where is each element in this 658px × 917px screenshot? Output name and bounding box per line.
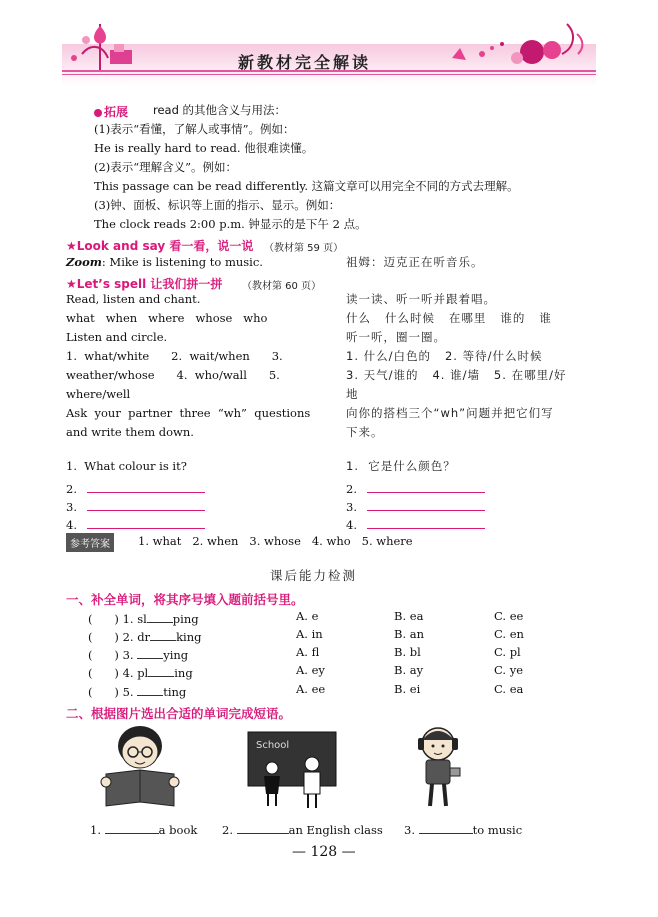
part1-row-4: ( ) 4. pl ing A. ey B. ay C. ye [88, 663, 524, 680]
header-banner [62, 14, 596, 94]
answer-blank[interactable] [87, 481, 205, 493]
expand-line-3: (2)表示“理解含义”。例如： [94, 160, 238, 174]
spell-en-1: Read, listen and chant. [66, 292, 201, 306]
answer-paren[interactable]: ( ) [88, 612, 119, 626]
expand-line-5: (3)钟、面板、标识等上面的指示、显示。例如： [94, 198, 341, 212]
spell-en-6: where/well [66, 387, 131, 401]
spell-en-2: what when where whose who [66, 311, 268, 325]
question-zh-2: 2. [346, 481, 485, 496]
look-say-heading: ★Look and say 看一看，说一说 [66, 239, 254, 253]
look-say-en-text: : Mike is listening to music. [101, 255, 263, 269]
answer-blank[interactable] [367, 517, 485, 529]
header-title: 新教材完全解读 [238, 53, 372, 72]
speaker-label: Zoom [66, 255, 102, 269]
fill-blank[interactable] [137, 647, 163, 659]
option-b: B. bl [394, 645, 421, 659]
fill-blank[interactable] [237, 822, 289, 834]
spell-en-8: and write them down. [66, 425, 194, 439]
question-zh-3: 3. [346, 499, 485, 514]
expand-line-1: (1)表示“看懂，了解人或事情”。例如： [94, 122, 295, 136]
part1-heading: 一、补全单词，将其序号填入题前括号里。 [66, 592, 304, 607]
spell-zh-6: 地 [346, 387, 359, 401]
fill-blank[interactable] [105, 822, 159, 834]
expand-line-6: The clock reads 2:00 p.m. 钟显示的是下午 2 点。 [94, 217, 367, 231]
part2-heading: 二、根据图片选出合适的单词完成短语。 [66, 706, 292, 721]
answer-paren[interactable]: ( ) [88, 630, 119, 644]
option-b: B. ei [394, 682, 421, 696]
look-say-zh: 祖姆：迈克正在听音乐。 [346, 255, 484, 269]
spell-zh-2: 什么 什么时候 在哪里 谁的 谁 [346, 311, 552, 325]
question-zh-4: 4. [346, 517, 485, 532]
answer-paren[interactable]: ( ) [88, 685, 119, 699]
lets-spell-heading: ★Let’s spell 让我们拼一拼 [66, 277, 223, 291]
answer-text: 1. what 2. when 3. whose 4. who 5. where [138, 534, 413, 548]
answer-blank[interactable] [87, 517, 205, 529]
option-c: C. ye [494, 663, 524, 677]
board-text: School [256, 740, 290, 751]
expand-badge: 拓展 [94, 103, 128, 120]
option-a: A. e [296, 609, 319, 623]
phrase-3: 3. to music [404, 823, 523, 837]
question-en-3: 3. [66, 499, 205, 514]
expand-line-4: This passage can be read differently. 这篇文章可以用完全不同的方式去理解。 [94, 179, 519, 193]
lets-spell-ref: （教材第 60 页） [242, 281, 322, 292]
question-en-1: 1. What colour is it? [66, 459, 187, 473]
option-c: C. ea [494, 682, 524, 696]
fill-blank[interactable] [150, 629, 176, 641]
fill-blank[interactable] [147, 611, 173, 623]
look-say-en [66, 257, 263, 269]
option-b: B. an [394, 627, 425, 641]
expand-intro: read 的其他含义与用法： [153, 103, 287, 117]
part1-row-5: ( ) 5. ting A. ee B. ei C. ea [88, 682, 524, 699]
option-a: A. fl [296, 645, 320, 659]
page-number: — 128 — [292, 844, 356, 860]
spell-zh-8: 下来。 [346, 425, 384, 439]
option-c: C. pl [494, 645, 521, 659]
test-title: 课后能力检测 [270, 568, 358, 583]
picture-reading [100, 722, 180, 812]
spell-en-5: weather/whose 4. who/wall 5. [66, 368, 280, 382]
spell-en-3: Listen and circle. [66, 330, 168, 344]
spell-zh-7: 向你的搭档三个“wh”问题并把它们写 [346, 406, 554, 420]
option-a: A. ey [296, 663, 325, 677]
option-b: B. ay [394, 663, 424, 677]
question-zh-1: 1. 它是什么颜色？ [346, 459, 456, 473]
question-en-2: 2. [66, 481, 205, 496]
phrase-1: 1. a book [90, 823, 198, 837]
look-say-ref: （教材第 59 页） [264, 243, 344, 254]
part1-row-3: ( ) 3. ying A. fl B. bl C. pl [88, 645, 521, 662]
option-a: A. ee [296, 682, 326, 696]
answer-paren[interactable]: ( ) [88, 666, 119, 680]
part1-row-2: ( ) 2. dr king A. in B. an C. en [88, 627, 524, 644]
badge-dot-icon [94, 109, 102, 117]
answer-blank[interactable] [87, 499, 205, 511]
answer-label: 参考答案 [66, 533, 114, 552]
option-b: B. ea [394, 609, 424, 623]
option-c: C. en [494, 627, 524, 641]
spell-zh-3: 听一听，圈一圈。 [346, 330, 446, 344]
answer-blank[interactable] [367, 499, 485, 511]
spell-en-7: Ask your partner three “wh” questions [66, 406, 311, 420]
fill-blank[interactable] [137, 684, 163, 696]
fill-blank[interactable] [148, 665, 174, 677]
question-en-4: 4. [66, 517, 205, 532]
expand-line-2: He is really hard to read. 他很难读懂。 [94, 141, 314, 155]
spell-en-4: 1. what/white 2. wait/when 3. [66, 349, 283, 363]
spell-zh-4: 1. 什么/白色的 2. 等待/什么时候 [346, 349, 543, 363]
answer-paren[interactable]: ( ) [88, 648, 119, 662]
answer-blank[interactable] [367, 481, 485, 493]
option-a: A. in [296, 627, 323, 641]
picture-music [410, 722, 470, 812]
option-c: C. ee [494, 609, 524, 623]
part1-row-1: ( ) 1. sl ping A. e B. ea C. ee [88, 609, 524, 626]
phrase-2: 2. an English class [222, 823, 383, 837]
fill-blank[interactable] [419, 822, 473, 834]
picture-classroom [246, 730, 338, 810]
spell-zh-5: 3. 天气/谁的 4. 谁/墙 5. 在哪里/好 [346, 368, 567, 382]
spell-zh-1: 读一读、听一听并跟着唱。 [346, 292, 496, 306]
